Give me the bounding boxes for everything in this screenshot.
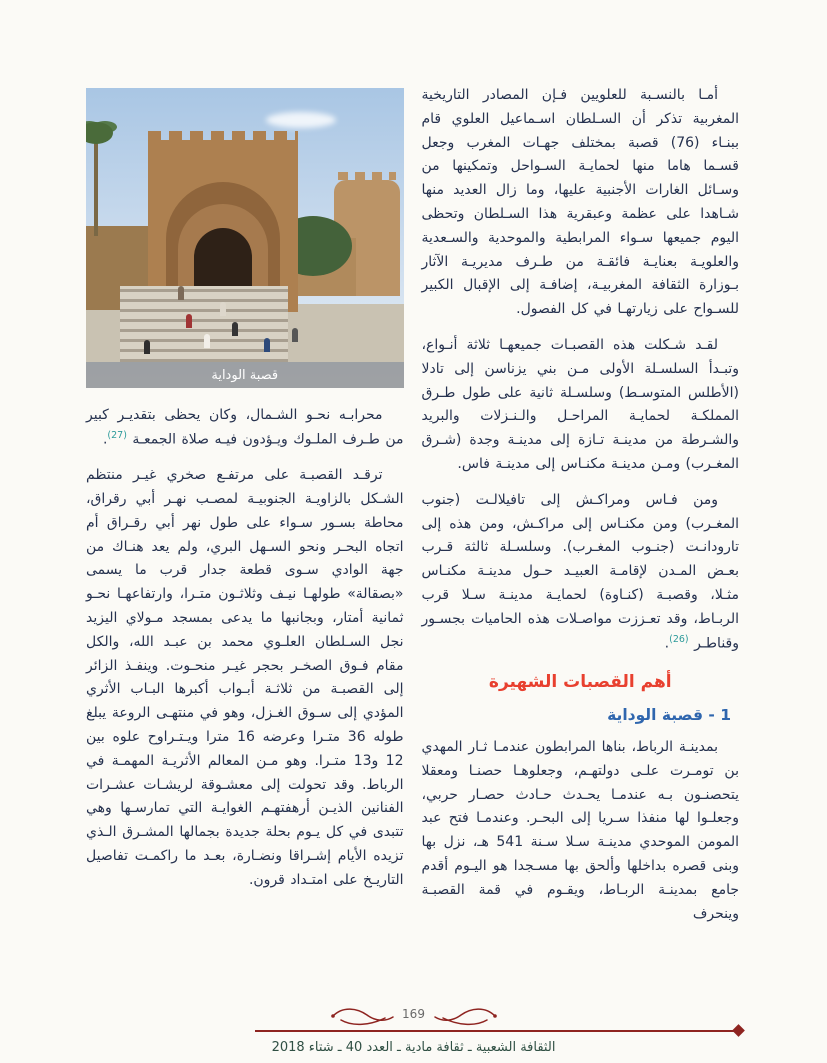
photo-palm-tree [94, 136, 98, 236]
column-right [422, 84, 740, 938]
photo-person [232, 322, 238, 336]
photo-person [204, 334, 210, 348]
photo-caption: قصبة الوداية [86, 362, 404, 388]
paragraph-text: ومن فـاس ومراكـش إلى تافيلالـت (جنوب المغـرب) ومن مكنـاس إلى مراكـش، ومن هذه إلى تارودانـت (جنـوب المغـرب). وسلسـلة ثالثة قـرب بعـض المـدن لإقامـة العبيـد حـول مدينـة مكنـاس مثـلا، وقصبـة (كنـاوة) لحمايـة مدينـة سـلا قرب الربـاط، وقد تعـززت مواصـلات هذه الحاميات بجسـور وقناطـر [421, 491, 739, 652]
heading-famous-kasbahs: أهم القصبات الشهيرة [488, 671, 672, 692]
heading-kasbah-oudaya: 1 - قصبة الوداية [607, 705, 731, 724]
journal-info-line: الثقافة الشعبية ـ ثقافة مادية ـ العدد 40 ـ شتاء 2018 [271, 1040, 556, 1055]
paragraph-kasbah-types: لقـد شـكلت هذه القصبـات جميعهـا ثلاثة أنـواع، وتبـدأ السلسـلة الأولى مـن بني يزناسن إلى تادلا (الأطلس المتوسـط) وسلسـلة ثانية على طول طـرق المملكـة لحمايـة المراحـل والـنـزلات والبريد والشـرطة من مدينـة تـازة إلى مدينـة وجدة (شـرق المغـرب) ومـن مدينـة مكنـاس إلى مدينـة فاس. [421, 336, 739, 472]
footnote-ref-26: (26) [669, 633, 689, 645]
photo-person [144, 340, 150, 354]
diamond-ornament-icon [732, 1024, 745, 1037]
kasbah-oudaya-photo [86, 88, 404, 388]
paragraph-kasbah-chains [422, 489, 740, 656]
photo-person [264, 338, 270, 352]
page-number: 169 [402, 1007, 425, 1021]
column-left [86, 84, 404, 938]
article-content [86, 84, 739, 938]
footer-rule [255, 1030, 741, 1032]
photo-person [178, 286, 184, 300]
footnote-ref-27: (27) [107, 429, 127, 441]
photo-cloud [266, 112, 336, 128]
paragraph-kasbah-description: ترقـد القصبـة على مرتفـع صخري غيـر منتظم الشـكل بالزاويـة الجنوبيـة لمصـب نهـر أبي رقراق، محاطة بسـور سـواء على طول نهر أبي رقـراق أم اتجاه البحـر ونحو السـهل البري، ولم يعد هنـاك من جهة الوادي سـوى قطعة جدار قرب ما يسمى «بصقالة» طولهـا نيـف وثلاثـون متـرا، وارتفاعهـا نحـو ثمانية أمتار، وبجانبها ما يدعى بمسجد مـولاي اليزيد نجل السـلطان العلـوي محمد بن عبـد الله، والكل مقام فـوق الصخـر بحجر غيـر منحـوت. وينفـذ الزائر إلى القصبـة من ثلاثـة أبـواب أكبرها البـاب الأثري المؤدي إلى سـوق الغـزل، وهو في منتهـى الروعة يبلغ طوله 36 متـرا وعرضه 16 مترا ويـتـراوح علوه بين 12 و13 متـرا. وهو مـن المعالم الأثريـة المهمـة في الرباط. وقد تحولت إلى معشـوقة لريشـات عشـرات الفنانين الذيـن أرهفتهـم الغوايـة التي تمارسـها وهي تتبدى في كل يـوم بحلة جديدة بجمالها المشـرق الـذي تزيده الأيام إشـراقا ونضـارة، بعـد ما راكمـت تفاصيل التاريـخ على امتـداد قرون. [86, 467, 404, 888]
period: . [102, 431, 108, 448]
period: . [664, 635, 670, 652]
photo-person [186, 314, 192, 328]
paragraph-alawite-kasbahs: أمـا بالنسـبة للعلويين فـإن المصادر التاريخية المغربية تذكر أن السـلطان اسـماعيل العلوي قام ببنـاء (76) قصبة بمختلف جهـات المغرب وجعل قسـما هاما منها لحمايـة السـواحل وتمكينها من وسـائل الغارات الأجنبية عليها، وما زال العديد منها شـاهدا على عظمة وعبقرية هذا السـلطان وتحظى اليوم جميعها سـواء المرابطية والموحدية والسـعدية والعلويـة بعنايـة فائقـة من طـرف مديريـة الآثار بـوزارة الثقافة المغربيـة، إضافـة إلى الإقبال الكبير للسـواح على زيارتهـا في كل الفصول. [421, 87, 739, 318]
photo-person [220, 302, 226, 316]
photo-person [292, 328, 298, 342]
page-footer [0, 1004, 827, 1055]
paragraph-mihrab [86, 404, 404, 452]
paragraph-text: محرابـه نحـو الشـمال، وكان يحظى بتقديـر كبير من طـرف الملـوك ويـؤدون فيـه صلاة الجمعـة [86, 407, 404, 448]
paragraph-oudaya-history: بمدينـة الرباط، بناها المرابطون عندمـا ثـار المهدي بن تومـرت علـى دولتهـم، وجعلوهـا حصنـا ومعقلا يتحصنـون بـه عندمـا يحـدث حـادث حصـار حربي، وجعلـوا لها منفذا سـريا إلى البحـر. وعندمـا فتح عبد المومن الموحدي مدينـة سـلا سـنة 541 هـ، نزل بها وبنى قصره بداخلها وألحق بها مسـجدا هو اليـوم أقدم جامع بمدينـة الربـاط، ويقـوم في قمة القصبـة وينحرف [421, 738, 739, 922]
footer-ornament [329, 1004, 499, 1028]
